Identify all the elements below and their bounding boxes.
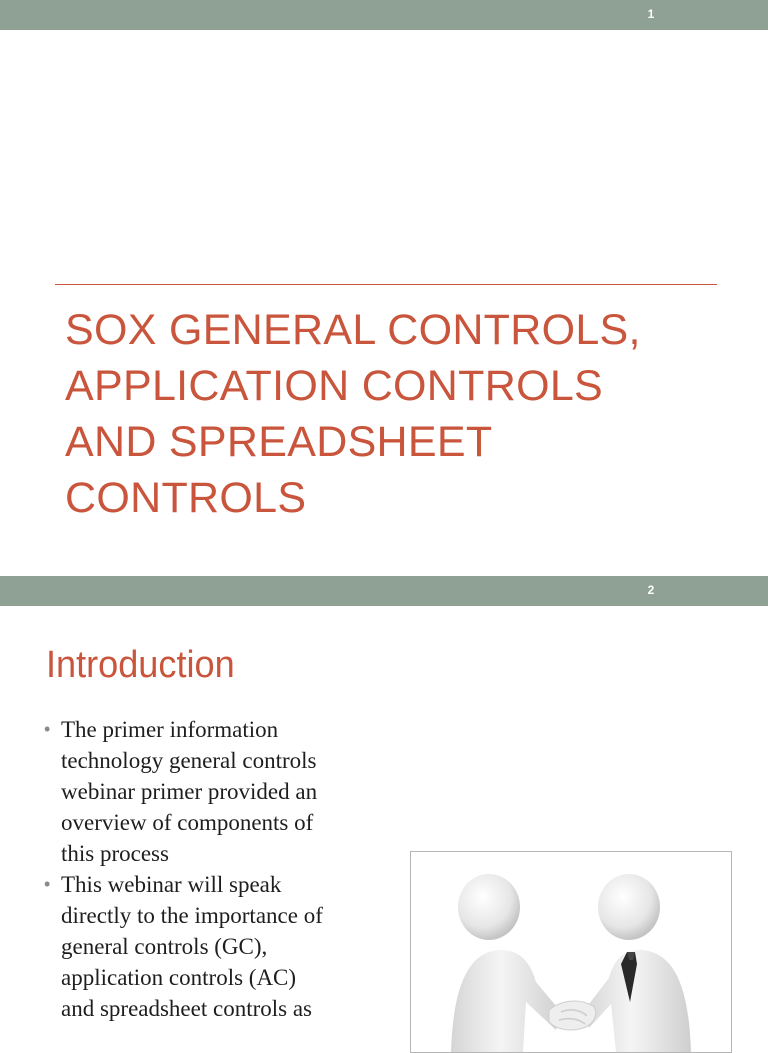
bullet-line: technology general controls <box>61 748 317 773</box>
bullet-line: This webinar will speak <box>61 872 282 897</box>
handshake-image <box>410 851 732 1053</box>
title-line-3: AND SPREADSHEET <box>65 418 493 466</box>
title-line-1: SOX GENERAL CONTROLS, <box>65 306 641 354</box>
slide-number-1: 1 <box>647 7 655 21</box>
slide-1-header-bar <box>0 0 768 30</box>
right-figure <box>583 874 691 1052</box>
bullet-item <box>44 714 374 869</box>
slide-2-header-bar <box>0 576 768 606</box>
title-line-2: APPLICATION CONTROLS <box>65 362 604 410</box>
handshake-illustration-icon <box>411 852 731 1052</box>
left-figure <box>451 874 561 1052</box>
bullet-item <box>44 869 374 1024</box>
bullet-line: overview of components of <box>61 810 314 835</box>
bullet-line: this process <box>61 841 169 866</box>
bullet-marker: • <box>44 719 51 739</box>
bullet-line: general controls (GC), <box>61 934 268 959</box>
slide-1-title <box>65 302 745 526</box>
title-divider-line <box>55 284 717 285</box>
title-line-4: CONTROLS <box>65 474 307 522</box>
bullet-line: directly to the importance of <box>61 903 323 928</box>
bullet-list <box>44 714 374 1024</box>
bullet-line: The primer information <box>61 717 279 742</box>
bullet-line: and spreadsheet controls as <box>61 996 313 1021</box>
bullet-line: application controls (AC) <box>61 965 297 990</box>
slide-number-2: 2 <box>647 583 655 597</box>
slide-2-heading: Introduction <box>46 644 235 686</box>
bullet-line: webinar primer provided an <box>61 779 318 804</box>
clasped-hands <box>549 1001 596 1030</box>
bullet-marker: • <box>44 874 51 894</box>
